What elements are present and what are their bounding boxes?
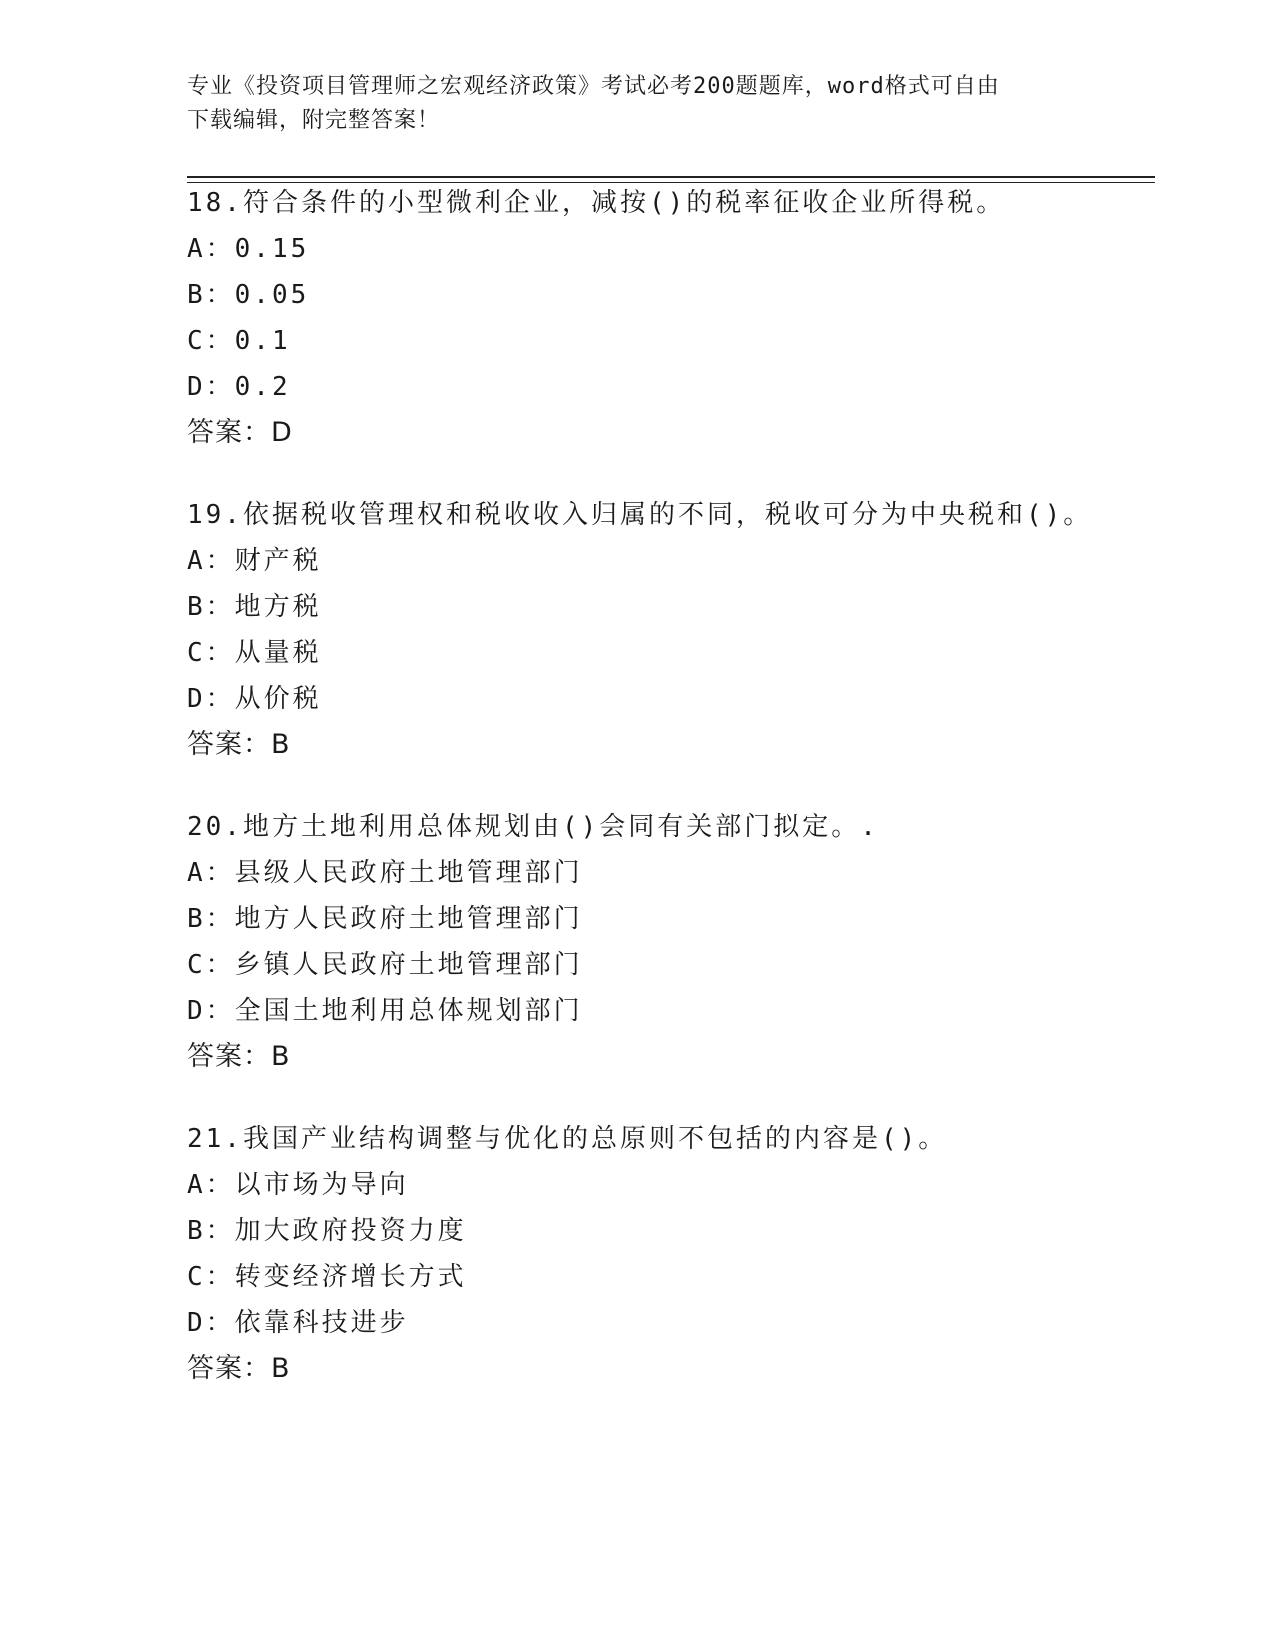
option-d: D：依靠科技进步 <box>187 1308 409 1338</box>
option-d: D：从价税 <box>187 684 322 714</box>
question-block-19 <box>187 492 1155 768</box>
document-header <box>187 70 1077 138</box>
question-block-18 <box>187 180 1155 456</box>
option-a: A：县级人民政府土地管理部门 <box>187 858 583 888</box>
question-block-20 <box>187 804 1155 1080</box>
option-d: D：全国土地利用总体规划部门 <box>187 996 583 1026</box>
option-a: A：财产税 <box>187 546 322 576</box>
option-b: B：加大政府投资力度 <box>187 1216 467 1246</box>
header-line-2: 下载编辑，附完整答案！ <box>187 108 441 133</box>
option-c: C：乡镇人民政府土地管理部门 <box>187 950 583 980</box>
option-c: C：0.1 <box>187 326 291 356</box>
option-c: C：从量税 <box>187 638 322 668</box>
question-stem: 19.依据税收管理权和税收收入归属的不同，税收可分为中央税和()。 <box>187 500 1093 530</box>
option-b: B：地方人民政府土地管理部门 <box>187 904 583 934</box>
header-divider <box>187 176 1155 178</box>
answer-text: 答案：B <box>187 1041 291 1072</box>
answer-text: 答案：B <box>187 1353 291 1384</box>
option-c: C：转变经济增长方式 <box>187 1262 467 1292</box>
option-b: B：地方税 <box>187 592 322 622</box>
header-line-1: 专业《投资项目管理师之宏观经济政策》考试必考200题题库，word格式可自由 <box>187 74 1000 99</box>
question-stem: 20.地方土地利用总体规划由()会同有关部门拟定。. <box>187 812 879 842</box>
option-d: D：0.2 <box>187 372 291 402</box>
option-b: B：0.05 <box>187 280 310 310</box>
answer-text: 答案：B <box>187 729 291 760</box>
question-block-21 <box>187 1116 1155 1392</box>
question-stem: 21.我国产业结构调整与优化的总原则不包括的内容是()。 <box>187 1124 948 1154</box>
option-a: A：以市场为导向 <box>187 1170 409 1200</box>
option-a: A：0.15 <box>187 234 310 264</box>
question-stem: 18.符合条件的小型微利企业，减按()的税率征收企业所得税。 <box>187 188 1006 218</box>
answer-text: 答案：D <box>187 417 293 448</box>
